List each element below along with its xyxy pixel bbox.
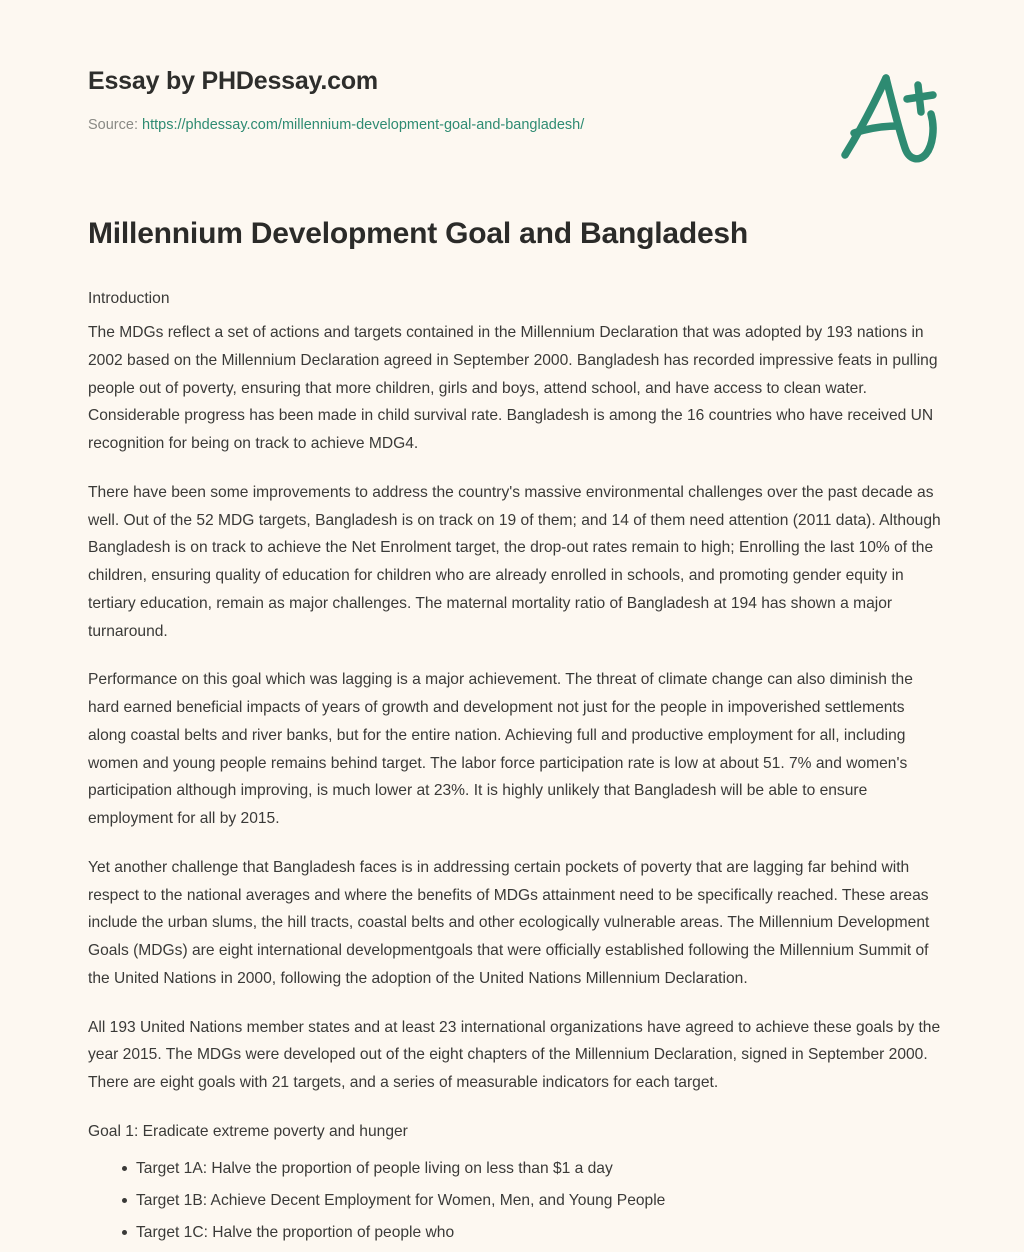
paragraph: The MDGs reflect a set of actions and targets contained in the Millennium Declaration that was adopted by 193 nations in 2002 based on the Millennium Declaration agreed in September 2000. Bangladesh has recorded impressive feats in pulling people out of poverty, ensuring that more children, girls and boys, attend school, and have access to clean water. Considerable progress has been made in child survival rate. Bangladesh is among the 16 countries who have received UN recognition for being on track to achieve MDG4. xyxy=(88,324,938,453)
list-item: Target 1C: Halve the proportion of people who xyxy=(88,1220,946,1245)
page-header xyxy=(88,68,944,134)
paragraph: Yet another challenge that Bangladesh faces is in addressing certain pockets of poverty that are lagging far behind with respect to the national averages and where the benefits of MDGs attainment need to be specifically reached. These areas include the urban slums, the hill tracts, coastal belts and other ecologically vulnerable areas. The Millennium Development Goals (MDGs) are eight international developmentgoals that were officially established following the Millennium Summit of the United Nations in 2000, following the adoption of the United Nations Millennium Declaration. xyxy=(88,858,930,987)
goal-target-list xyxy=(88,1156,946,1246)
source-label: Source: xyxy=(88,116,138,133)
article-body xyxy=(88,215,946,1252)
page-title: Millennium Development Goal and Bangladesh xyxy=(88,217,749,250)
list-item: Target 1A: Halve the proportion of people living on less than $1 a day xyxy=(88,1156,946,1181)
brand-title: Essay by PHDessay.com xyxy=(88,67,378,95)
source-url-link[interactable]: https://phdessay.com/millennium-development-goal-and-bangladesh/ xyxy=(142,116,585,133)
list-item: Target 1B: Achieve Decent Employment for Women, Men, and Young People xyxy=(88,1188,946,1213)
source-line xyxy=(88,117,944,134)
article-content xyxy=(88,285,946,1245)
goal-heading: Goal 1: Eradicate extreme poverty and hunger xyxy=(88,1122,408,1140)
paragraph: All 193 United Nations member states and at least 23 international organizations have agreed to achieve these goals by the year 2015. The MDGs were developed out of the eight chapters of the Millennium Declaration, signed in September 2000. There are eight goals with 21 targets, and a series of measurable indicators for each target. xyxy=(88,1018,941,1092)
intro-heading: Introduction xyxy=(88,290,170,308)
phdessay-aplus-logo-icon xyxy=(836,62,946,172)
paragraph: Performance on this goal which was lagging is a major achievement. The threat of climate change can also diminish the hard earned beneficial impacts of years of growth and development not just for the people in impoverished settlements along coastal belts and river banks, but for the entire nation. Achieving full and productive employment for all, including women and young people remains behind target. The labor force participation rate is low at about 51. 7% and women's participation although improving, is much lower at 23%. It is highly unlikely that Bangladesh will be able to ensure employment for all by 2015. xyxy=(88,671,913,828)
paragraph: There have been some improvements to address the country's massive environmental challenges over the past decade as well. Out of the 52 MDG targets, Bangladesh is on track on 19 of them; and 14 of them need attention (2011 data). Although Bangladesh is on track to achieve the Net Enrolment target, the drop-out rates remain to high; Enrolling the last 10% of the children, ensuring quality of education for children who are already enrolled in schools, and promoting gender equity in tertiary education, remain as major challenges. The maternal mortality ratio of Bangladesh at 194 has shown a major turnaround. xyxy=(88,483,941,640)
